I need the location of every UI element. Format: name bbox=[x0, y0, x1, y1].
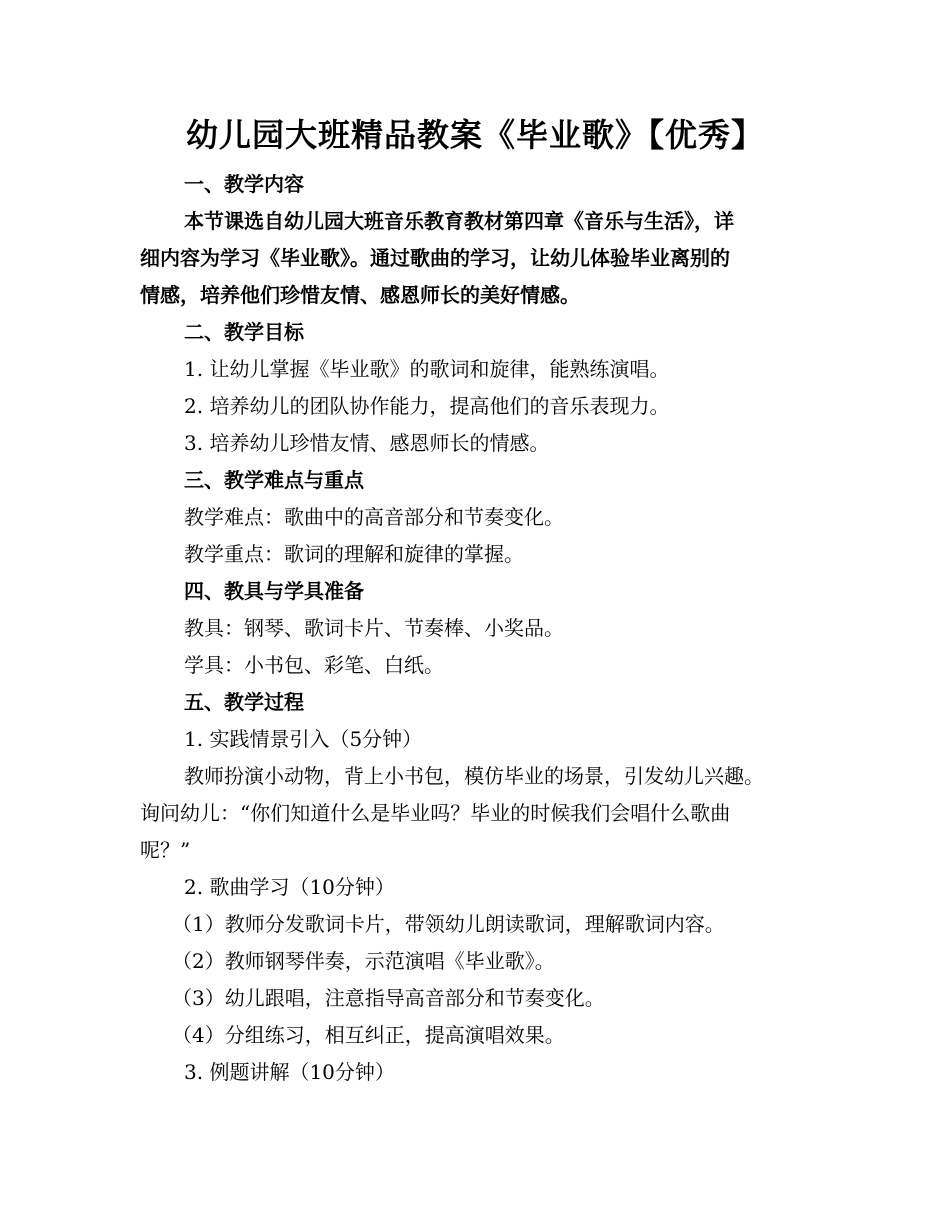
paragraph-line: 询问幼儿：“你们知道什么是毕业吗？毕业的时候我们会唱什么歌曲 bbox=[140, 801, 731, 825]
process-step-label: 2. 歌曲学习（10分钟） bbox=[184, 875, 395, 899]
focus-item: 教学重点：歌词的理解和旋律的掌握。 bbox=[184, 542, 524, 566]
paragraph-line: 本节课选自幼儿园大班音乐教育教材第四章《音乐与生活》，详 bbox=[184, 209, 734, 233]
goal-item: 3. 培养幼儿珍惜友情、感恩师长的情感。 bbox=[184, 431, 550, 455]
process-step-paragraph bbox=[140, 758, 808, 869]
process-sub-item: （2）教师钢琴伴奏，示范演唱《毕业歌》。 bbox=[172, 949, 555, 973]
section-heading-process: 五、教学过程 bbox=[184, 690, 304, 714]
content-paragraph bbox=[140, 203, 808, 314]
goal-item: 2. 培养幼儿的团队协作能力，提高他们的音乐表现力。 bbox=[184, 394, 670, 418]
process-sub-item: （3）幼儿跟唱，注意指导高音部分和节奏变化。 bbox=[172, 986, 605, 1010]
process-step-label: 3. 例题讲解（10分钟） bbox=[184, 1060, 395, 1084]
process-step-label: 1. 实践情景引入（5分钟） bbox=[184, 727, 423, 751]
paragraph-line: 教师扮演小动物，背上小书包，模仿毕业的场景，引发幼儿兴趣。 bbox=[184, 764, 764, 788]
section-heading-difficulties: 三、教学难点与重点 bbox=[184, 468, 364, 492]
difficulty-item: 教学难点：歌曲中的高音部分和节奏变化。 bbox=[184, 505, 564, 529]
section-heading-materials: 四、教具与学具准备 bbox=[184, 579, 364, 603]
paragraph-line: 情感，培养他们珍惜友情、感恩师长的美好情感。 bbox=[140, 283, 580, 307]
process-sub-item: （1）教师分发歌词卡片，带领幼儿朗读歌词，理解歌词内容。 bbox=[172, 912, 725, 936]
paragraph-line: 呢？” bbox=[140, 838, 191, 862]
paragraph-line: 细内容为学习《毕业歌》。通过歌曲的学习，让幼儿体验毕业离别的 bbox=[140, 246, 730, 270]
section-heading-goals: 二、教学目标 bbox=[184, 320, 304, 344]
section-heading-content: 一、教学内容 bbox=[184, 172, 304, 196]
learning-tools-item: 学具：小书包、彩笔、白纸。 bbox=[184, 653, 444, 677]
document-body bbox=[140, 166, 808, 1091]
process-sub-item: （4）分组练习，相互纠正，提高演唱效果。 bbox=[172, 1023, 565, 1047]
goal-item: 1. 让幼儿掌握《毕业歌》的歌词和旋律，能熟练演唱。 bbox=[184, 357, 670, 381]
document-title: 幼儿园大班精品教案《毕业歌》【优秀】 bbox=[185, 116, 764, 154]
teaching-tools-item: 教具：钢琴、歌词卡片、节奏棒、小奖品。 bbox=[184, 616, 564, 640]
